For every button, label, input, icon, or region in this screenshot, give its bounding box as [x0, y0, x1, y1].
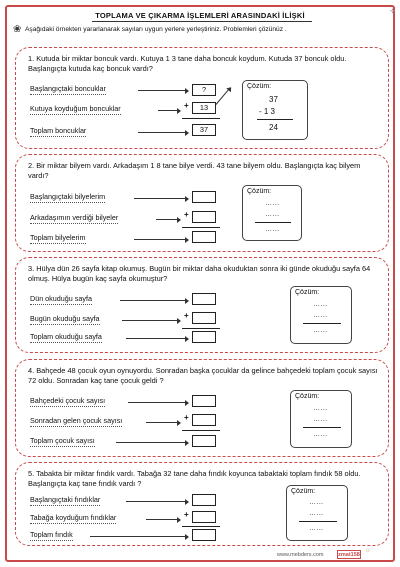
problem-2	[15, 154, 389, 252]
solution-box	[290, 390, 352, 448]
answer-box-added[interactable]	[192, 414, 216, 426]
label-start: Başlangıçtaki boncuklar	[30, 84, 106, 93]
solution-blank: ……	[313, 312, 328, 319]
answer-box-total[interactable]	[192, 435, 216, 447]
sum-line	[182, 227, 220, 228]
solution-box	[242, 185, 302, 241]
solution-result: 24	[269, 123, 278, 132]
arrow-icon	[138, 132, 188, 133]
answer-box-start[interactable]	[192, 494, 216, 506]
solution-blank: ……	[265, 200, 280, 207]
arrow-icon	[126, 501, 188, 502]
sum-line	[182, 328, 220, 329]
solution-label: Çözüm:	[247, 188, 272, 195]
label-total: Toplam çocuk sayısı	[30, 436, 95, 445]
arrow-icon	[134, 239, 188, 240]
sum-line	[182, 118, 220, 119]
problem-4	[15, 359, 389, 457]
label-start: Başlangıçtaki bilyelerim	[30, 192, 106, 201]
arrow-icon	[158, 110, 180, 111]
plus-sign: +	[184, 210, 189, 219]
answer-box-total[interactable]	[192, 231, 216, 243]
solution-label: Çözüm:	[295, 289, 320, 296]
answer-box-added[interactable]	[192, 211, 216, 223]
answer-box-added[interactable]	[192, 312, 216, 324]
problem-text: 3. Hülya dün 26 sayfa kitap okumuş. Bugün bir miktar daha okuduktan sonra iki günde okuduğu sayfa 64 olmuş. Hülya bugün kaç sayfa okumuştur?	[28, 264, 371, 283]
arrow-icon	[120, 300, 188, 301]
solution-minuend: 37	[269, 95, 278, 104]
solution-blank: ……	[313, 431, 328, 438]
problem-text: 2. Bir miktar bilyem vardı. Arkadaşım 1 8 tane bilye verdi. 43 tane bilyem oldu. Başlangıçta kaç bilyem vardı?	[28, 161, 361, 180]
arrow-icon	[128, 402, 188, 403]
arrow-icon	[122, 320, 180, 321]
answer-box-start[interactable]: ?	[192, 84, 216, 96]
plus-sign: +	[184, 510, 189, 519]
problem-text: 5. Tabakta bir miktar fındık vardı. Tabağa 32 tane daha fındık koyunca tabaktaki toplam fındık 58 oldu. Başlangıçta kaç tane fındık vardı ?	[28, 469, 361, 488]
answer-box-start[interactable]	[192, 191, 216, 203]
plus-sign: +	[184, 413, 189, 422]
sum-line	[182, 430, 220, 431]
problem-text: 4. Bahçede 48 çocuk oyun oynuyordu. Sonradan başka çocuklar da gelince bahçedeki toplam çocuk sayısı 72 oldu. Sonradan kaç tane çocuk geldi ?	[28, 366, 378, 385]
solution-blank: ……	[313, 405, 328, 412]
arrow-icon	[126, 338, 188, 339]
answer-box-total[interactable]	[192, 331, 216, 343]
solution-blank: ……	[313, 327, 328, 334]
problem-text: 1. Kutuda bir miktar boncuk vardı. Kutuya 1 3 tane daha boncuk koydum. Kutuda 37 boncuk oldu. Başlangıçta kutuda kaç boncuk vardı?	[28, 54, 347, 73]
solution-blank: ……	[309, 499, 324, 506]
arrow-icon	[156, 219, 180, 220]
solution-line	[299, 521, 337, 522]
solution-blank: ……	[313, 416, 328, 423]
solution-box	[242, 80, 308, 140]
label-start: Dün okuduğu sayfa	[30, 294, 92, 303]
solution-line	[303, 323, 341, 324]
arrow-icon	[116, 442, 188, 443]
answer-box-added[interactable]: 13	[192, 102, 216, 114]
solution-line	[303, 427, 341, 428]
corner-ornament-icon: ✣	[390, 9, 396, 15]
answer-box-total[interactable]: 37	[192, 124, 216, 136]
footer-badge: zmat158	[338, 552, 360, 558]
solution-box	[290, 286, 352, 344]
answer-box-added[interactable]	[192, 511, 216, 523]
plus-sign: +	[184, 101, 189, 110]
solution-blank: ……	[309, 525, 324, 532]
footer-url[interactable]: www.mebders.com	[277, 552, 324, 558]
solution-line	[257, 119, 293, 120]
answer-box-start[interactable]	[192, 293, 216, 305]
label-added: Arkadaşımın verdiği bilyeler	[30, 213, 119, 222]
problem-5	[15, 462, 389, 546]
label-total: Toplam boncuklar	[30, 126, 87, 135]
arrow-icon	[146, 519, 180, 520]
answer-box-start[interactable]	[192, 395, 216, 407]
instructions: Aşağıdaki örnekten yararlanarak sayıları uygun yerlere yerleştiriniz. Problemleri çözünüz .	[25, 26, 287, 33]
flower-icon: ❀	[13, 24, 22, 35]
sun-logo-icon: ☼	[365, 548, 371, 554]
sum-line	[182, 526, 220, 527]
title-underline	[92, 21, 312, 22]
solution-label: Çözüm:	[247, 83, 272, 90]
solution-blank: ……	[313, 301, 328, 308]
arrow-icon	[138, 90, 188, 91]
answer-box-total[interactable]	[192, 529, 216, 541]
solution-blank: ……	[265, 211, 280, 218]
worksheet-page	[5, 5, 395, 562]
label-start: Bahçedeki çocuk sayısı	[30, 396, 106, 405]
problem-3	[15, 257, 389, 353]
arrow-icon	[146, 422, 180, 423]
plus-sign: +	[184, 311, 189, 320]
label-total: Toplam okuduğu sayfa	[30, 332, 102, 341]
solution-label: Çözüm:	[291, 488, 316, 495]
label-added: Bugün okuduğu sayfa	[30, 314, 100, 323]
solution-blank: ……	[265, 226, 280, 233]
solution-label: Çözüm:	[295, 393, 320, 400]
label-start: Başlangıçtaki fındıklar	[30, 495, 101, 504]
solution-box	[286, 485, 348, 541]
label-total: Toplam fındık	[30, 530, 73, 539]
arrow-icon	[134, 198, 188, 199]
page-title: TOPLAMA VE ÇIKARMA İŞLEMLERİ ARASINDAKİ İLİŞKİ	[95, 11, 305, 20]
problem-1	[15, 47, 389, 149]
arrow-icon	[90, 536, 188, 537]
label-added: Kutuya koyduğum boncuklar	[30, 104, 121, 113]
label-added: Sonradan gelen çocuk sayısı	[30, 416, 123, 425]
relation-arrow-icon	[216, 87, 231, 104]
solution-subtrahend: - 1 3	[259, 107, 276, 116]
label-total: Toplam bilyelerim	[30, 233, 86, 242]
solution-blank: ……	[309, 510, 324, 517]
solution-line	[255, 222, 291, 223]
label-added: Tabağa koyduğum fındıklar	[30, 513, 117, 522]
